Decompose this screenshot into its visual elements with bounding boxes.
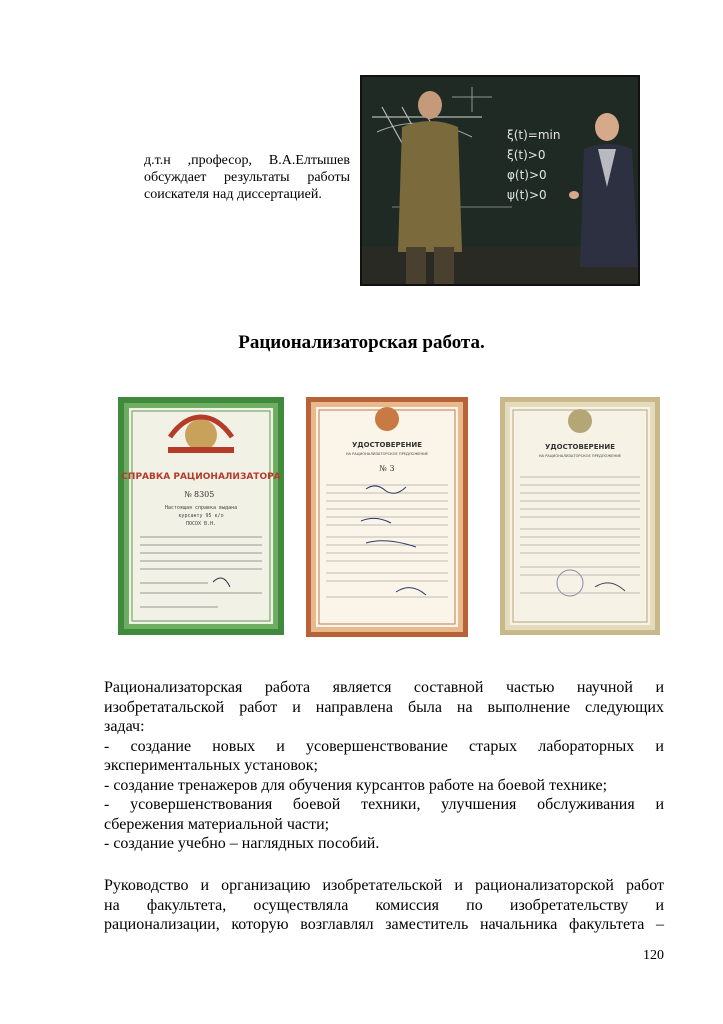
certificate-line: курсанту 95 к/о [178, 513, 224, 519]
certificate-title: УДОСТОВЕРЕНИЕ [352, 441, 422, 449]
paragraph-management [104, 876, 664, 935]
board-formula: ξ(t)>0 [507, 148, 546, 162]
caption-line: соискателя над диссертацией. [144, 187, 322, 202]
page-number: 120 [643, 948, 664, 963]
certificate-illustration [118, 397, 284, 635]
board-formula: ξ(t)=min [507, 128, 561, 142]
board-formula: ψ(t)>0 [507, 188, 547, 202]
certificate-proposal-brown [306, 397, 468, 637]
certificate-proposal-beige [500, 397, 660, 635]
text-line: задач: [104, 718, 145, 735]
certificate-illustration [306, 397, 468, 637]
caption-line: обсуждает результаты работы [144, 170, 350, 185]
text-line: - создание новых и усовершенствование старых лабораторных и [104, 737, 664, 755]
certificate-subtitle: НА РАЦИОНАЛИЗАТОРСКОЕ ПРЕДЛОЖЕНИЕ [345, 452, 429, 456]
caption-line: д.т.н ,професор, В.А.Елтышев [144, 153, 350, 168]
certificate-title: СПРАВКА РАЦИОНАЛИЗАТОРА [121, 472, 281, 482]
text-line: Руководство и организацию изобретательской и рационализаторской работ [104, 877, 664, 894]
certificate-line: ПОСОХ В.Н. [185, 521, 217, 527]
text-line: Рационализаторская работа является составной частью научной и [104, 679, 664, 696]
certificate-title: УДОСТОВЕРЕНИЕ [545, 443, 615, 451]
certificate-line: Настоящая справка выдана [164, 505, 238, 511]
board-formula: φ(t)>0 [507, 168, 547, 182]
certificate-subtitle: НА РАЦИОНАЛИЗАТОРСКОЕ ПРЕДЛОЖЕНИЕ [538, 454, 622, 458]
text-line: экспериментальных установок; [104, 757, 318, 774]
blackboard-photo-illustration [362, 77, 638, 284]
text-line: на факультета, осуществляла комиссия по изобретательству и [104, 896, 664, 914]
certificate-number-label: № [184, 490, 192, 499]
photo-caption [144, 152, 350, 203]
paragraph-rationalization [104, 678, 664, 854]
text-line: - создание учебно – наглядных пособий. [104, 835, 380, 852]
section-title: Рационализаторская работа. [238, 332, 485, 353]
text-line: - усовершенствования боевой техники, улучшения обслуживания и [104, 796, 664, 813]
text-line: рационализации, которую возглавлял заместитель начальника факультета – [104, 916, 664, 933]
certificate-rationalizer-green [118, 397, 284, 635]
blackboard-photo [360, 75, 640, 286]
text-line: сбережения материальной части; [104, 815, 330, 833]
text-line: - создание тренажеров для обучения курсантов работе на боевой технике; [104, 776, 608, 794]
text-line: изобретатальской работ и направлена была на выполнение следующих [104, 698, 664, 716]
certificate-illustration [500, 397, 660, 635]
certificate-number: № 3 [379, 464, 395, 473]
certificate-number: 8305 [194, 490, 215, 499]
